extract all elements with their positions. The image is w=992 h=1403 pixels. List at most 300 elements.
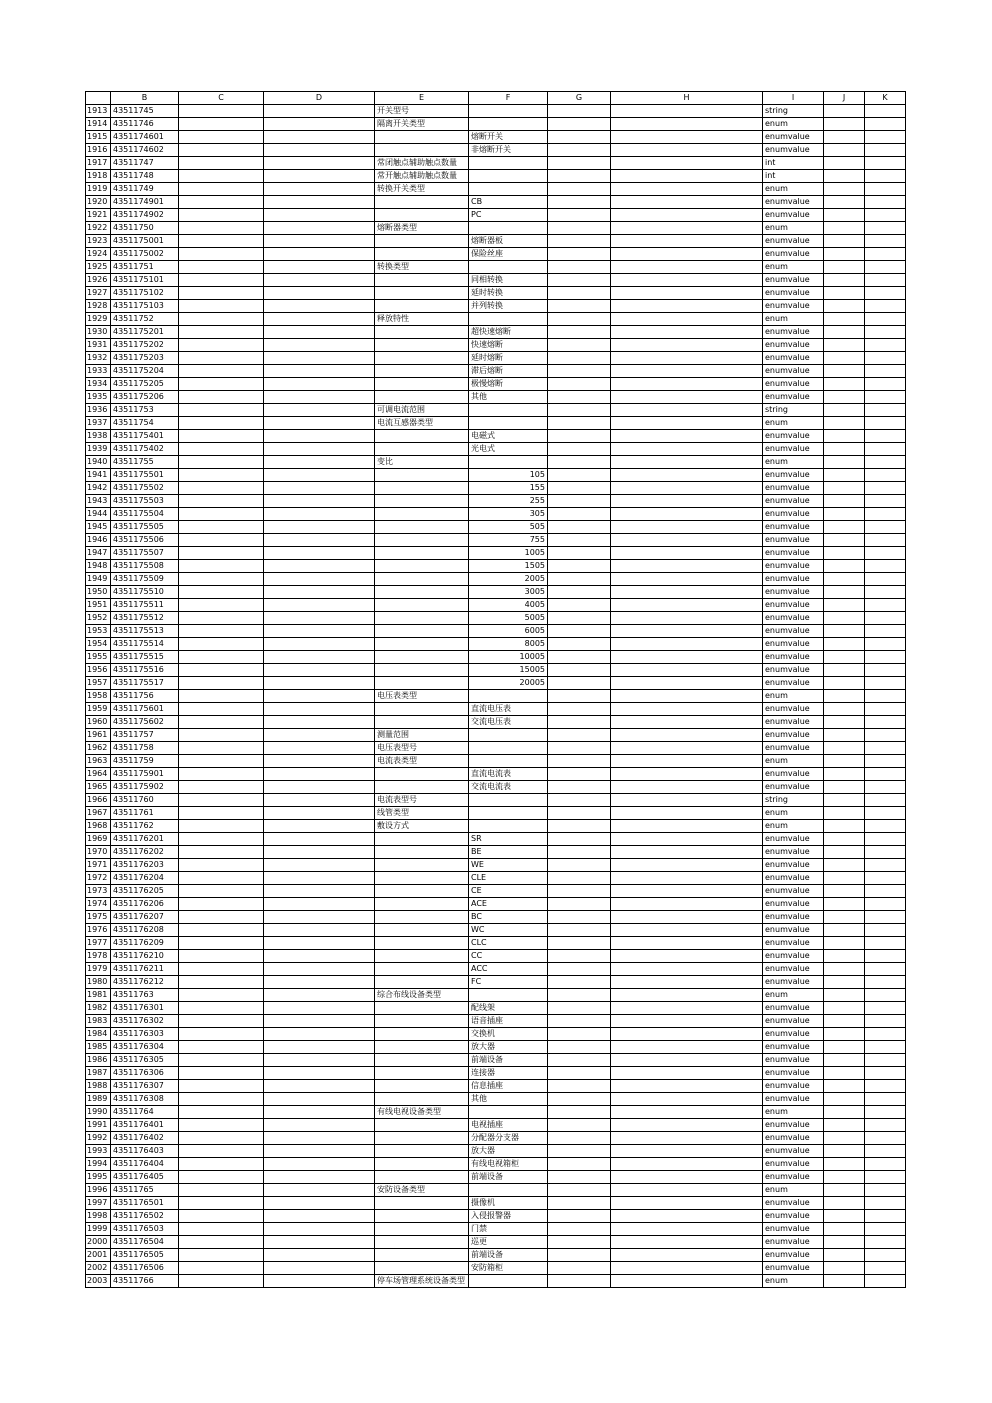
cell-i[interactable]: enumvalue xyxy=(763,586,824,599)
cell-c[interactable] xyxy=(179,911,264,924)
cell-e[interactable] xyxy=(375,1119,469,1132)
cell-e[interactable] xyxy=(375,976,469,989)
cell-d[interactable] xyxy=(264,911,375,924)
row-number-cell[interactable]: 1934 xyxy=(86,378,111,391)
cell-i[interactable]: enumvalue xyxy=(763,209,824,222)
cell-c[interactable] xyxy=(179,469,264,482)
cell-b[interactable]: 4351175506 xyxy=(111,534,179,547)
cell-f[interactable]: 305 xyxy=(469,508,548,521)
cell-b[interactable]: 43511764 xyxy=(111,1106,179,1119)
cell-k[interactable] xyxy=(865,625,906,638)
cell-e[interactable]: 释放特性 xyxy=(375,313,469,326)
cell-b[interactable]: 4351175602 xyxy=(111,716,179,729)
cell-h[interactable] xyxy=(611,573,763,586)
cell-j[interactable] xyxy=(824,495,865,508)
row-number-cell[interactable]: 1965 xyxy=(86,781,111,794)
cell-e[interactable] xyxy=(375,560,469,573)
column-header-c[interactable]: C xyxy=(179,92,264,105)
cell-d[interactable] xyxy=(264,950,375,963)
cell-b[interactable]: 43511747 xyxy=(111,157,179,170)
cell-h[interactable] xyxy=(611,755,763,768)
cell-b[interactable]: 4351175901 xyxy=(111,768,179,781)
cell-d[interactable] xyxy=(264,989,375,1002)
cell-h[interactable] xyxy=(611,313,763,326)
cell-b[interactable]: 43511761 xyxy=(111,807,179,820)
row-number-cell[interactable]: 1930 xyxy=(86,326,111,339)
cell-c[interactable] xyxy=(179,209,264,222)
cell-i[interactable]: enumvalue xyxy=(763,300,824,313)
cell-g[interactable] xyxy=(548,534,611,547)
cell-f[interactable]: 超快速熔断 xyxy=(469,326,548,339)
cell-k[interactable] xyxy=(865,482,906,495)
cell-g[interactable] xyxy=(548,144,611,157)
cell-i[interactable]: enumvalue xyxy=(763,911,824,924)
cell-b[interactable]: 43511752 xyxy=(111,313,179,326)
cell-f[interactable]: CLE xyxy=(469,872,548,885)
row-number-cell[interactable]: 1928 xyxy=(86,300,111,313)
cell-g[interactable] xyxy=(548,352,611,365)
cell-h[interactable] xyxy=(611,144,763,157)
cell-e[interactable] xyxy=(375,547,469,560)
cell-f[interactable]: 滞后熔断 xyxy=(469,365,548,378)
cell-f[interactable]: 交换机 xyxy=(469,1028,548,1041)
cell-e[interactable] xyxy=(375,638,469,651)
cell-d[interactable] xyxy=(264,963,375,976)
cell-h[interactable] xyxy=(611,651,763,664)
cell-f[interactable] xyxy=(469,157,548,170)
cell-d[interactable] xyxy=(264,859,375,872)
cell-d[interactable] xyxy=(264,690,375,703)
cell-b[interactable]: 43511762 xyxy=(111,820,179,833)
cell-e[interactable] xyxy=(375,1223,469,1236)
cell-i[interactable]: enumvalue xyxy=(763,976,824,989)
cell-k[interactable] xyxy=(865,1015,906,1028)
cell-h[interactable] xyxy=(611,1002,763,1015)
cell-c[interactable] xyxy=(179,1223,264,1236)
cell-c[interactable] xyxy=(179,1275,264,1288)
cell-d[interactable] xyxy=(264,404,375,417)
cell-i[interactable]: enumvalue xyxy=(763,482,824,495)
cell-f[interactable]: 极慢熔断 xyxy=(469,378,548,391)
cell-b[interactable]: 4351176211 xyxy=(111,963,179,976)
cell-h[interactable] xyxy=(611,1028,763,1041)
cell-d[interactable] xyxy=(264,612,375,625)
cell-g[interactable] xyxy=(548,222,611,235)
cell-h[interactable] xyxy=(611,1236,763,1249)
cell-e[interactable] xyxy=(375,287,469,300)
cell-g[interactable] xyxy=(548,664,611,677)
row-number-cell[interactable]: 1979 xyxy=(86,963,111,976)
cell-e[interactable] xyxy=(375,274,469,287)
row-number-cell[interactable]: 1998 xyxy=(86,1210,111,1223)
row-number-cell[interactable]: 1953 xyxy=(86,625,111,638)
cell-k[interactable] xyxy=(865,781,906,794)
cell-k[interactable] xyxy=(865,677,906,690)
cell-i[interactable]: string xyxy=(763,105,824,118)
row-number-cell[interactable]: 1981 xyxy=(86,989,111,1002)
cell-b[interactable]: 43511751 xyxy=(111,261,179,274)
cell-e[interactable] xyxy=(375,378,469,391)
cell-d[interactable] xyxy=(264,313,375,326)
cell-j[interactable] xyxy=(824,963,865,976)
cell-g[interactable] xyxy=(548,573,611,586)
cell-j[interactable] xyxy=(824,612,865,625)
cell-g[interactable] xyxy=(548,846,611,859)
cell-b[interactable]: 4351176207 xyxy=(111,911,179,924)
cell-c[interactable] xyxy=(179,846,264,859)
cell-d[interactable] xyxy=(264,365,375,378)
row-number-cell[interactable]: 1997 xyxy=(86,1197,111,1210)
cell-h[interactable] xyxy=(611,989,763,1002)
cell-f[interactable]: 交流电流表 xyxy=(469,781,548,794)
cell-h[interactable] xyxy=(611,456,763,469)
cell-j[interactable] xyxy=(824,196,865,209)
cell-j[interactable] xyxy=(824,937,865,950)
cell-h[interactable] xyxy=(611,495,763,508)
cell-k[interactable] xyxy=(865,170,906,183)
cell-k[interactable] xyxy=(865,703,906,716)
cell-g[interactable] xyxy=(548,768,611,781)
cell-k[interactable] xyxy=(865,690,906,703)
cell-e[interactable] xyxy=(375,872,469,885)
column-header-j[interactable]: J xyxy=(824,92,865,105)
row-number-cell[interactable]: 1950 xyxy=(86,586,111,599)
cell-e[interactable]: 隔离开关类型 xyxy=(375,118,469,131)
cell-e[interactable] xyxy=(375,859,469,872)
cell-c[interactable] xyxy=(179,300,264,313)
cell-j[interactable] xyxy=(824,1210,865,1223)
cell-b[interactable]: 4351176303 xyxy=(111,1028,179,1041)
row-number-cell[interactable]: 1924 xyxy=(86,248,111,261)
cell-f[interactable]: 安防箱柜 xyxy=(469,1262,548,1275)
cell-k[interactable] xyxy=(865,1080,906,1093)
cell-c[interactable] xyxy=(179,586,264,599)
cell-c[interactable] xyxy=(179,1015,264,1028)
cell-j[interactable] xyxy=(824,1145,865,1158)
cell-b[interactable]: 4351176307 xyxy=(111,1080,179,1093)
cell-h[interactable] xyxy=(611,1249,763,1262)
row-number-cell[interactable]: 1970 xyxy=(86,846,111,859)
cell-c[interactable] xyxy=(179,924,264,937)
cell-f[interactable]: 3005 xyxy=(469,586,548,599)
cell-d[interactable] xyxy=(264,885,375,898)
cell-f[interactable]: 155 xyxy=(469,482,548,495)
cell-d[interactable] xyxy=(264,1171,375,1184)
cell-h[interactable] xyxy=(611,508,763,521)
cell-i[interactable]: enumvalue xyxy=(763,1015,824,1028)
cell-d[interactable] xyxy=(264,937,375,950)
cell-j[interactable] xyxy=(824,976,865,989)
cell-f[interactable] xyxy=(469,170,548,183)
row-number-cell[interactable]: 1983 xyxy=(86,1015,111,1028)
cell-e[interactable] xyxy=(375,768,469,781)
cell-j[interactable] xyxy=(824,924,865,937)
cell-e[interactable] xyxy=(375,1132,469,1145)
cell-k[interactable] xyxy=(865,573,906,586)
cell-j[interactable] xyxy=(824,690,865,703)
cell-h[interactable] xyxy=(611,976,763,989)
cell-j[interactable] xyxy=(824,131,865,144)
cell-b[interactable]: 4351174901 xyxy=(111,196,179,209)
cell-i[interactable]: enumvalue xyxy=(763,1093,824,1106)
cell-g[interactable] xyxy=(548,274,611,287)
cell-f[interactable]: SR xyxy=(469,833,548,846)
cell-h[interactable] xyxy=(611,586,763,599)
cell-g[interactable] xyxy=(548,469,611,482)
cell-g[interactable] xyxy=(548,963,611,976)
cell-j[interactable] xyxy=(824,1028,865,1041)
cell-i[interactable]: enumvalue xyxy=(763,378,824,391)
cell-k[interactable] xyxy=(865,365,906,378)
cell-d[interactable] xyxy=(264,1106,375,1119)
cell-h[interactable] xyxy=(611,599,763,612)
cell-j[interactable] xyxy=(824,469,865,482)
cell-b[interactable]: 4351175504 xyxy=(111,508,179,521)
cell-d[interactable] xyxy=(264,235,375,248)
cell-c[interactable] xyxy=(179,339,264,352)
row-number-cell[interactable]: 1917 xyxy=(86,157,111,170)
cell-i[interactable]: enumvalue xyxy=(763,1028,824,1041)
cell-g[interactable] xyxy=(548,885,611,898)
cell-h[interactable] xyxy=(611,781,763,794)
cell-c[interactable] xyxy=(179,989,264,1002)
cell-j[interactable] xyxy=(824,1249,865,1262)
cell-b[interactable]: 43511757 xyxy=(111,729,179,742)
cell-c[interactable] xyxy=(179,391,264,404)
cell-g[interactable] xyxy=(548,859,611,872)
cell-j[interactable] xyxy=(824,1132,865,1145)
cell-i[interactable]: enum xyxy=(763,1184,824,1197)
cell-f[interactable] xyxy=(469,456,548,469)
row-number-cell[interactable]: 1996 xyxy=(86,1184,111,1197)
cell-c[interactable] xyxy=(179,807,264,820)
cell-g[interactable] xyxy=(548,950,611,963)
cell-e[interactable] xyxy=(375,339,469,352)
cell-f[interactable] xyxy=(469,1184,548,1197)
cell-b[interactable]: 4351176306 xyxy=(111,1067,179,1080)
cell-b[interactable]: 43511745 xyxy=(111,105,179,118)
cell-d[interactable] xyxy=(264,664,375,677)
cell-f[interactable] xyxy=(469,183,548,196)
cell-d[interactable] xyxy=(264,1197,375,1210)
row-number-cell[interactable]: 1932 xyxy=(86,352,111,365)
cell-j[interactable] xyxy=(824,1119,865,1132)
cell-b[interactable]: 4351176503 xyxy=(111,1223,179,1236)
cell-d[interactable] xyxy=(264,443,375,456)
cell-b[interactable]: 43511758 xyxy=(111,742,179,755)
cell-d[interactable] xyxy=(264,105,375,118)
cell-k[interactable] xyxy=(865,1223,906,1236)
cell-h[interactable] xyxy=(611,690,763,703)
cell-c[interactable] xyxy=(179,235,264,248)
cell-g[interactable] xyxy=(548,989,611,1002)
cell-h[interactable] xyxy=(611,859,763,872)
cell-d[interactable] xyxy=(264,248,375,261)
cell-e[interactable] xyxy=(375,950,469,963)
cell-j[interactable] xyxy=(824,1171,865,1184)
cell-k[interactable] xyxy=(865,729,906,742)
cell-i[interactable]: enum xyxy=(763,183,824,196)
cell-i[interactable]: enumvalue xyxy=(763,1262,824,1275)
cell-g[interactable] xyxy=(548,417,611,430)
cell-g[interactable] xyxy=(548,703,611,716)
cell-d[interactable] xyxy=(264,417,375,430)
row-number-cell[interactable]: 1972 xyxy=(86,872,111,885)
cell-f[interactable]: CC xyxy=(469,950,548,963)
cell-e[interactable]: 电压表类型 xyxy=(375,690,469,703)
cell-b[interactable]: 4351176405 xyxy=(111,1171,179,1184)
cell-i[interactable]: enumvalue xyxy=(763,196,824,209)
cell-d[interactable] xyxy=(264,170,375,183)
cell-f[interactable]: CE xyxy=(469,885,548,898)
cell-e[interactable] xyxy=(375,430,469,443)
row-number-cell[interactable]: 1915 xyxy=(86,131,111,144)
cell-e[interactable] xyxy=(375,716,469,729)
cell-c[interactable] xyxy=(179,1262,264,1275)
cell-c[interactable] xyxy=(179,963,264,976)
cell-f[interactable] xyxy=(469,794,548,807)
cell-g[interactable] xyxy=(548,1275,611,1288)
cell-g[interactable] xyxy=(548,248,611,261)
cell-k[interactable] xyxy=(865,950,906,963)
cell-e[interactable] xyxy=(375,248,469,261)
cell-c[interactable] xyxy=(179,1028,264,1041)
cell-i[interactable]: int xyxy=(763,170,824,183)
cell-e[interactable] xyxy=(375,326,469,339)
row-number-cell[interactable]: 1960 xyxy=(86,716,111,729)
cell-d[interactable] xyxy=(264,1275,375,1288)
cell-e[interactable] xyxy=(375,1015,469,1028)
cell-k[interactable] xyxy=(865,924,906,937)
cell-i[interactable]: enum xyxy=(763,820,824,833)
cell-j[interactable] xyxy=(824,573,865,586)
cell-i[interactable]: enumvalue xyxy=(763,937,824,950)
cell-e[interactable] xyxy=(375,495,469,508)
cell-f[interactable]: 放大器 xyxy=(469,1041,548,1054)
corner-header[interactable] xyxy=(86,92,111,105)
cell-j[interactable] xyxy=(824,287,865,300)
cell-i[interactable]: enumvalue xyxy=(763,339,824,352)
cell-f[interactable]: 6005 xyxy=(469,625,548,638)
cell-f[interactable] xyxy=(469,313,548,326)
row-number-cell[interactable]: 1986 xyxy=(86,1054,111,1067)
row-number-cell[interactable]: 1989 xyxy=(86,1093,111,1106)
cell-j[interactable] xyxy=(824,482,865,495)
cell-g[interactable] xyxy=(548,495,611,508)
cell-b[interactable]: 4351176203 xyxy=(111,859,179,872)
cell-h[interactable] xyxy=(611,560,763,573)
cell-j[interactable] xyxy=(824,222,865,235)
cell-f[interactable] xyxy=(469,261,548,274)
cell-i[interactable]: enumvalue xyxy=(763,443,824,456)
cell-i[interactable]: enumvalue xyxy=(763,833,824,846)
cell-h[interactable] xyxy=(611,521,763,534)
cell-g[interactable] xyxy=(548,677,611,690)
cell-k[interactable] xyxy=(865,1054,906,1067)
cell-c[interactable] xyxy=(179,326,264,339)
cell-k[interactable] xyxy=(865,1262,906,1275)
cell-c[interactable] xyxy=(179,781,264,794)
row-number-cell[interactable]: 1925 xyxy=(86,261,111,274)
cell-f[interactable] xyxy=(469,690,548,703)
cell-i[interactable]: enum xyxy=(763,989,824,1002)
cell-h[interactable] xyxy=(611,404,763,417)
cell-j[interactable] xyxy=(824,508,865,521)
cell-i[interactable]: enumvalue xyxy=(763,1223,824,1236)
cell-d[interactable] xyxy=(264,677,375,690)
cell-h[interactable] xyxy=(611,885,763,898)
cell-i[interactable]: string xyxy=(763,404,824,417)
cell-h[interactable] xyxy=(611,534,763,547)
cell-h[interactable] xyxy=(611,326,763,339)
cell-d[interactable] xyxy=(264,378,375,391)
row-number-cell[interactable]: 1955 xyxy=(86,651,111,664)
cell-c[interactable] xyxy=(179,729,264,742)
cell-i[interactable]: enum xyxy=(763,1106,824,1119)
cell-j[interactable] xyxy=(824,547,865,560)
cell-j[interactable] xyxy=(824,911,865,924)
cell-g[interactable] xyxy=(548,872,611,885)
cell-b[interactable]: 4351175001 xyxy=(111,235,179,248)
row-number-cell[interactable]: 1980 xyxy=(86,976,111,989)
cell-c[interactable] xyxy=(179,521,264,534)
cell-c[interactable] xyxy=(179,755,264,768)
cell-b[interactable]: 4351176304 xyxy=(111,1041,179,1054)
cell-c[interactable] xyxy=(179,677,264,690)
cell-e[interactable]: 敷设方式 xyxy=(375,820,469,833)
cell-g[interactable] xyxy=(548,638,611,651)
cell-j[interactable] xyxy=(824,716,865,729)
cell-k[interactable] xyxy=(865,118,906,131)
cell-g[interactable] xyxy=(548,820,611,833)
cell-h[interactable] xyxy=(611,1119,763,1132)
cell-b[interactable]: 4351175516 xyxy=(111,664,179,677)
cell-k[interactable] xyxy=(865,235,906,248)
cell-h[interactable] xyxy=(611,261,763,274)
cell-d[interactable] xyxy=(264,638,375,651)
cell-f[interactable]: 755 xyxy=(469,534,548,547)
cell-j[interactable] xyxy=(824,313,865,326)
cell-b[interactable]: 4351176209 xyxy=(111,937,179,950)
cell-f[interactable] xyxy=(469,820,548,833)
cell-e[interactable] xyxy=(375,885,469,898)
cell-b[interactable]: 4351176201 xyxy=(111,833,179,846)
cell-c[interactable] xyxy=(179,1067,264,1080)
row-number-cell[interactable]: 1973 xyxy=(86,885,111,898)
cell-g[interactable] xyxy=(548,157,611,170)
cell-g[interactable] xyxy=(548,547,611,560)
cell-f[interactable] xyxy=(469,1106,548,1119)
cell-b[interactable]: 4351175601 xyxy=(111,703,179,716)
cell-d[interactable] xyxy=(264,1249,375,1262)
cell-b[interactable]: 43511746 xyxy=(111,118,179,131)
cell-j[interactable] xyxy=(824,170,865,183)
cell-g[interactable] xyxy=(548,716,611,729)
cell-d[interactable] xyxy=(264,872,375,885)
cell-i[interactable]: enumvalue xyxy=(763,768,824,781)
row-number-cell[interactable]: 1991 xyxy=(86,1119,111,1132)
cell-i[interactable]: enumvalue xyxy=(763,534,824,547)
column-header-h[interactable]: H xyxy=(611,92,763,105)
cell-f[interactable]: 10005 xyxy=(469,651,548,664)
cell-i[interactable]: enum xyxy=(763,417,824,430)
cell-c[interactable] xyxy=(179,1145,264,1158)
cell-k[interactable] xyxy=(865,586,906,599)
row-number-cell[interactable]: 1969 xyxy=(86,833,111,846)
cell-i[interactable]: enumvalue xyxy=(763,1080,824,1093)
cell-k[interactable] xyxy=(865,1210,906,1223)
row-number-cell[interactable]: 1959 xyxy=(86,703,111,716)
